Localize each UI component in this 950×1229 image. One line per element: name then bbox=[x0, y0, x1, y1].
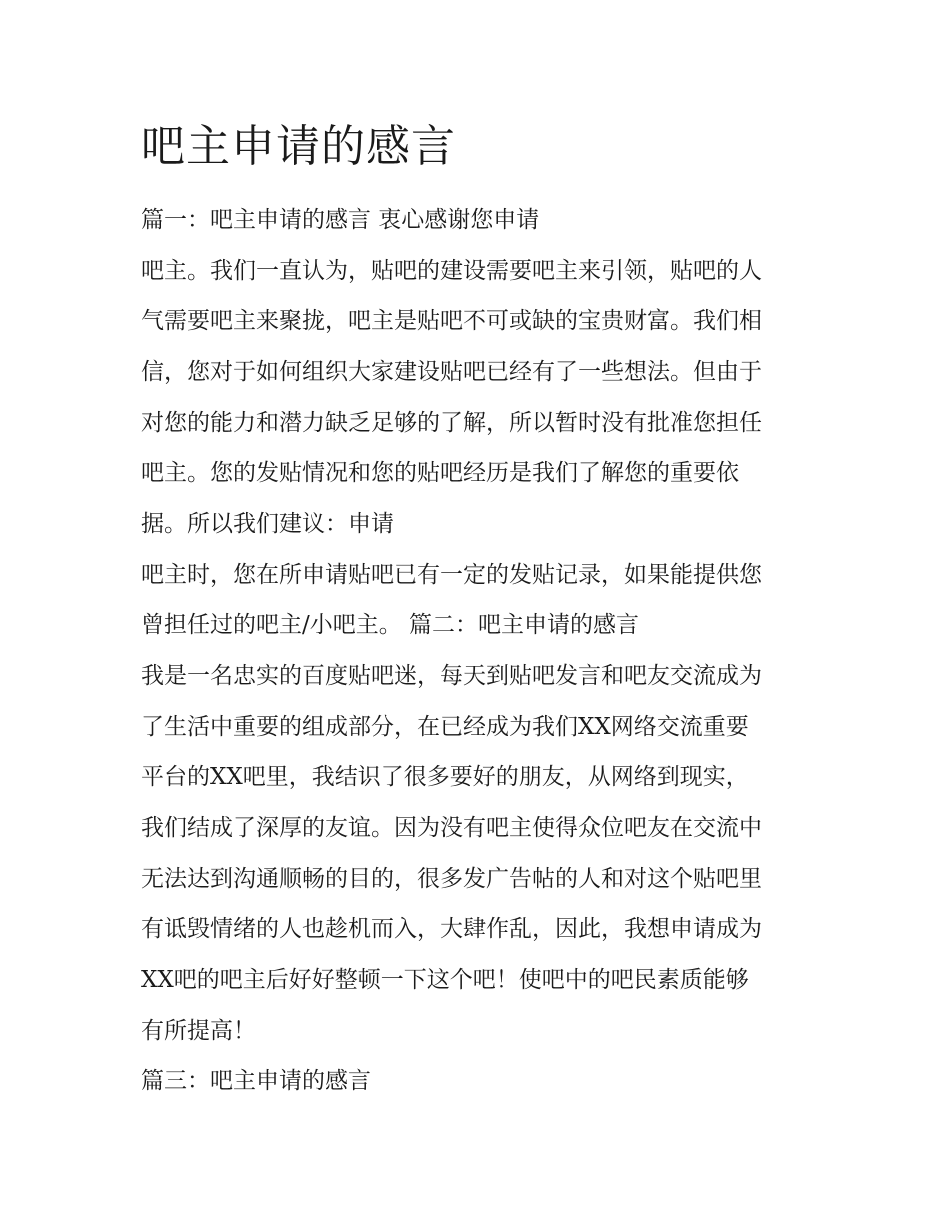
text-line: 有诋毁情绪的人也趁机而入，大肆作乱，因此，我想申请成为 bbox=[141, 916, 762, 942]
text-line: 平台的XX吧里，我结识了很多要好的朋友，从网络到现实， bbox=[141, 764, 749, 790]
text-line: 气需要吧主来聚拢，吧主是贴吧不可或缺的宝贵财富。我们相 bbox=[141, 308, 762, 334]
document-title: 吧主申请的感言 bbox=[141, 121, 456, 172]
text-line: 吧主。我们一直认为，贴吧的建设需要吧主来引领，贴吧的人 bbox=[141, 258, 762, 284]
text-line: 吧主。您的发贴情况和您的贴吧经历是我们了解您的重要依 bbox=[141, 460, 739, 486]
text-line: 篇一：吧主申请的感言 衷心感谢您申请 bbox=[141, 207, 540, 233]
text-line: 我们结成了深厚的友谊。因为没有吧主使得众位吧友在交流中 bbox=[141, 815, 762, 841]
text-line: XX吧的吧主后好好整顿一下这个吧！使吧中的吧民素质能够 bbox=[141, 967, 749, 993]
text-line: 了生活中重要的组成部分，在已经成为我们XX网络交流重要 bbox=[141, 714, 749, 740]
text-line: 对您的能力和潜力缺乏足够的了解，所以暂时没有批准您担任 bbox=[141, 410, 762, 436]
text-line: 我是一名忠实的百度贴吧迷，每天到贴吧发言和吧友交流成为 bbox=[141, 663, 762, 689]
text-line: 无法达到沟通顺畅的目的，很多发广告帖的人和对这个贴吧里 bbox=[141, 866, 762, 892]
text-line: 吧主时，您在所申请贴吧已有一定的发贴记录，如果能提供您 bbox=[141, 562, 762, 588]
text-line: 曾担任过的吧主/小吧主。 篇二：吧主申请的感言 bbox=[141, 612, 640, 638]
text-line: 篇三：吧主申请的感言 bbox=[141, 1068, 371, 1094]
text-line: 据。所以我们建议：申请 bbox=[141, 511, 394, 537]
text-line: 有所提高！ bbox=[141, 1018, 256, 1044]
text-line: 信，您对于如何组织大家建设贴吧已经有了一些想法。但由于 bbox=[141, 359, 762, 385]
